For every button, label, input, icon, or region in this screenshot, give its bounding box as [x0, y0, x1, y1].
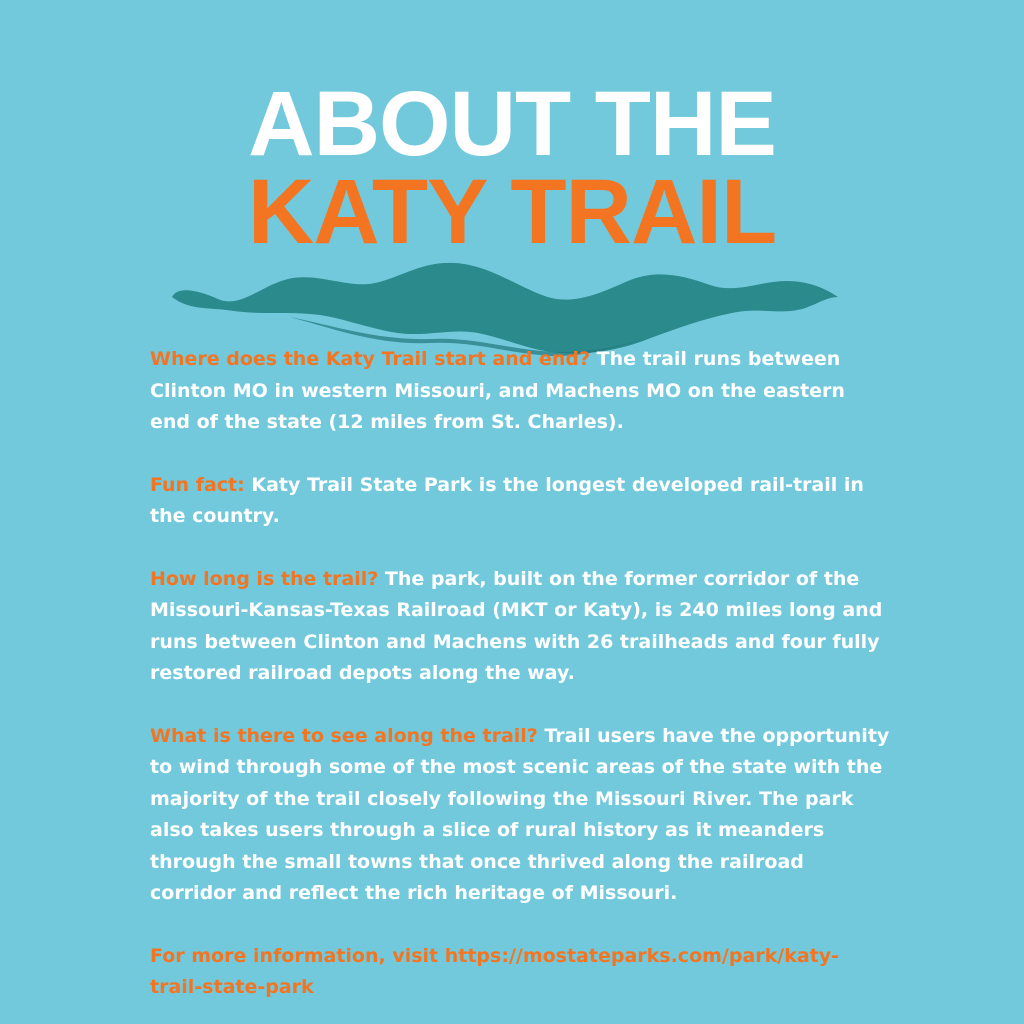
question-label: How long is the trail?	[150, 567, 379, 590]
paragraph-length	[150, 564, 890, 690]
header	[0, 70, 1024, 310]
question-label: Fun fact:	[150, 473, 245, 496]
answer-text: The park, built on the former corridor of the Missouri-Kansas-Texas Railroad (MKT or Katy), is 240 miles long and runs between Clinton and Machens with 26 trailheads and four fully restored railroad depots along the way.	[150, 567, 883, 684]
answer-text: The trail runs between Clinton MO in western Missouri, and Machens MO on the eastern end of the state (12 miles from St. Charles).	[150, 348, 845, 433]
answer-text: Trail users have the opportunity to wind through some of the most scenic areas of the state with the majority of the trail closely following the Missouri River. The park also takes users through a slice of rural history as it meanders through the small towns that once thrived along the railroad corridor and reflect the rich heritage of Missouri.	[150, 724, 890, 904]
paragraph-fun-fact	[150, 470, 890, 533]
answer-text: Katy Trail State Park is the longest developed rail-trail in the country.	[150, 473, 864, 527]
paragraph-start-end	[150, 344, 890, 439]
paragraph-sights	[150, 721, 890, 910]
title-line-1: ABOUT THE	[248, 73, 776, 175]
more-info-link[interactable]: For more information, visit https://mostateparks.com/park/katy-trail-state-park	[150, 944, 840, 998]
question-label: Where does the Katy Trail start and end?	[150, 348, 591, 370]
title-line-2: KATY TRAIL	[247, 161, 777, 263]
question-label: What is there to see along the trail?	[150, 724, 538, 747]
content	[150, 344, 890, 1004]
